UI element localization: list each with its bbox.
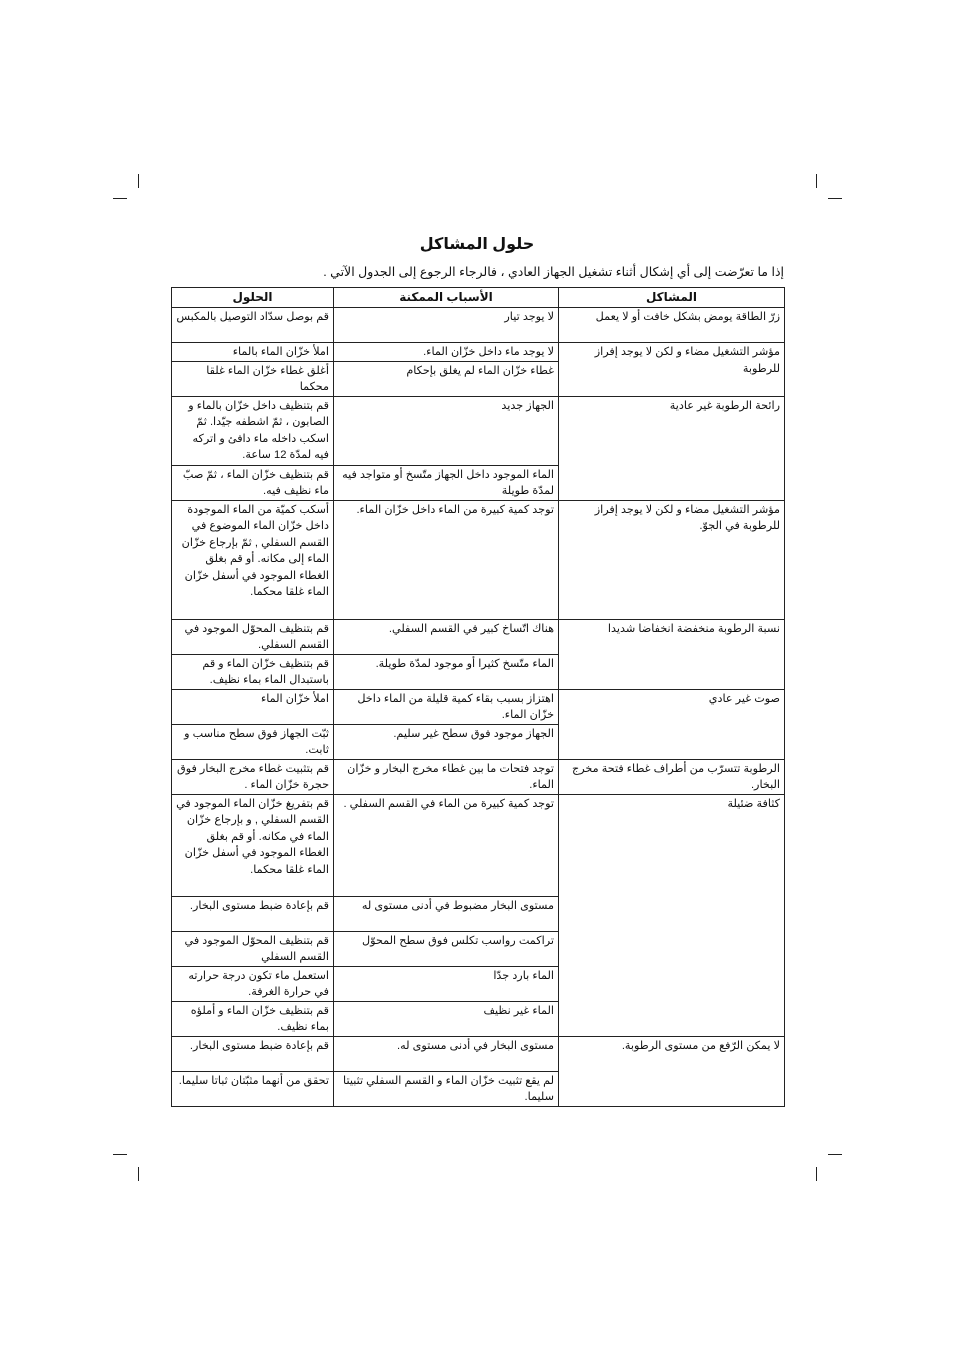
- solution-cell: استعمل ماء تكون درجة حرارته في حرارة الغرفة.: [172, 966, 334, 1001]
- problem-cell: صوت غير عادي: [559, 689, 785, 759]
- solution-cell: أغلق غطاء خزّان الماء غلقا محكما: [172, 361, 334, 396]
- problem-cell: زرّ الطاقة يومض بشكل خافت أو لا يعمل: [559, 308, 785, 343]
- solution-cell: املأ خزّان الماء بالماء: [172, 343, 334, 362]
- cause-cell: مستوى البخار مضبوط في أدنى مستوى له: [334, 896, 559, 931]
- crop-mark: [113, 1154, 127, 1155]
- cause-cell: الماء بارد جدّا: [334, 966, 559, 1001]
- solution-cell: تحقق من أنهما مثبّتان ثباتا سليما.: [172, 1071, 334, 1106]
- cause-cell: الماء متّسخ كثيرا أو موجود لمدّة طويلة.: [334, 654, 559, 689]
- solution-cell: قم بتفريغ خزّان الماء الموجود في القسم السفلي , و بإرجاع خزّان الماء في مكانه. أو قم بغلق الغطاء الموجود في أسفل خزّان الماء غلقا محكما.: [172, 794, 334, 896]
- problem-cell: كثافة ضئيلة: [559, 794, 785, 1036]
- problem-cell: لا يمكن الرّفع من مستوى الرطوبة.: [559, 1036, 785, 1106]
- solution-cell: قم بتنظيف خزّان الماء و أملؤه بماء نظيف.: [172, 1001, 334, 1036]
- crop-mark: [816, 174, 817, 188]
- table-row: [172, 500, 785, 619]
- problem-cell: الرطوبة تتسرّب من أطراف غطاء فتحة مخرج البخار.: [559, 759, 785, 794]
- cause-cell: لا يوجد ماء داخل خزّان الماء.: [334, 343, 559, 362]
- table-row: [172, 308, 785, 343]
- cause-cell: تراكمت رواسب تكلس فوق سطح المحوّل: [334, 931, 559, 966]
- intro-text: إذا ما تعرّضت إلى أي إشكال أثناء تشغيل الجهاز العادي ، فالرجاء الرجوع إلى الجدول الآتي .: [323, 265, 784, 279]
- solution-cell: قم بوصل سدّاد التوصيل بالمكبس: [172, 308, 334, 343]
- cause-cell: هناك اتّساخ كبير في القسم السفلي.: [334, 619, 559, 654]
- solution-cell: املأ خزّان الماء: [172, 689, 334, 724]
- solution-cell: قم بتنظيف داخل خزّان بالماء و الصابون ، ثمّ اشطفه جيّدا. ثمّ اسكب داخله ماء دافئ و اتركه فيه لمدّة 12 ساعة.: [172, 396, 334, 465]
- cause-cell: توجد كمية كبيرة من الماء داخل خزّان الماء.: [334, 500, 559, 619]
- table-row: [172, 759, 785, 794]
- solution-cell: قم بتنظيف خزّان الماء و قم باستبدال الماء بماء نظيف.: [172, 654, 334, 689]
- table-row: [172, 619, 785, 654]
- crop-mark: [138, 174, 139, 188]
- page-title: حلول المشاكل: [419, 236, 535, 253]
- header-causes: الأسباب الممكنة: [334, 288, 559, 308]
- table-header-row: [172, 288, 785, 308]
- crop-mark: [113, 198, 127, 199]
- problem-cell: رائحة الرطوبة غير عادية: [559, 396, 785, 500]
- cause-cell: لا يوجد تيار: [334, 308, 559, 343]
- solution-cell: قم بتثبيت غطاء مخرج البخار فوق حجرة خزّان الماء .: [172, 759, 334, 794]
- table-row: [172, 794, 785, 896]
- table-row: [172, 1036, 785, 1071]
- crop-mark: [816, 1167, 817, 1181]
- table-row: [172, 396, 785, 465]
- cause-cell: مستوى البخار في أدنى مستوى له.: [334, 1036, 559, 1071]
- header-solutions: الحلول: [172, 288, 334, 308]
- solution-cell: أسكب كميّة من الماء الموجودة داخل خزّان الماء الموضوع في القسم السفلي , ثمّ بإرجاع خزّان الماء إلى مكانه. أو قم بغلق الغطاء الموجود في أسفل خزّان الماء غلقا محكما.: [172, 500, 334, 619]
- crop-mark: [138, 1167, 139, 1181]
- cause-cell: الجهاز موجود فوق سطح غير سليم.: [334, 724, 559, 759]
- cause-cell: لم يقع تثبيت خزّان الماء و القسم السفلي تثبيتا سليما.: [334, 1071, 559, 1106]
- table-row: [172, 689, 785, 724]
- crop-mark: [828, 198, 842, 199]
- solution-cell: قم بتنظيف المحوّل الموجود في القسم السفلي: [172, 931, 334, 966]
- crop-mark: [828, 1154, 842, 1155]
- header-problems: المشاكل: [559, 288, 785, 308]
- problem-cell: مؤشر التشغيل مضاء و لكن لا يوجد إفراز للرطوبة: [559, 343, 785, 397]
- cause-cell: الجهاز جديد: [334, 396, 559, 465]
- cause-cell: توجد فتحات ما بين غطاء مخرج البخار و خزّان الماء.: [334, 759, 559, 794]
- cause-cell: توجد كمية كبيرة من الماء في القسم السفلي .: [334, 794, 559, 896]
- cause-cell: الماء غير نظيف: [334, 1001, 559, 1036]
- solution-cell: ثبّت الجهاز فوق سطح مناسب و ثابت.: [172, 724, 334, 759]
- solution-cell: قم بتنظيف المحوّل الموجود في القسم السفلي.: [172, 619, 334, 654]
- solution-cell: قم بتنظيف خزّان الماء ، ثمّ صبّ ماء نظيف فيه.: [172, 465, 334, 500]
- solution-cell: قم بإعادة ضبط مستوى البخار.: [172, 1036, 334, 1071]
- problem-cell: مؤشر التشغيل مضاء و لكن لا يوجد إفراز للرطوبة في الجوّ.: [559, 500, 785, 619]
- cause-cell: غطاء خزّان الماء لم يغلق بإحكام: [334, 361, 559, 396]
- troubleshooting-table: [171, 287, 785, 1107]
- problem-cell: نسبة الرطوبة منخفضة انخفاضا شديدا: [559, 619, 785, 689]
- cause-cell: اهتزاز بسبب بقاء كمية قليلة من الماء داخل خزّان الماء.: [334, 689, 559, 724]
- solution-cell: قم بإعادة ضبط مستوى البخار.: [172, 896, 334, 931]
- table-row: [172, 343, 785, 362]
- cause-cell: الماء الموجود داخل الجهاز متّسخ أو متواجد فيه لمدّة طويلة: [334, 465, 559, 500]
